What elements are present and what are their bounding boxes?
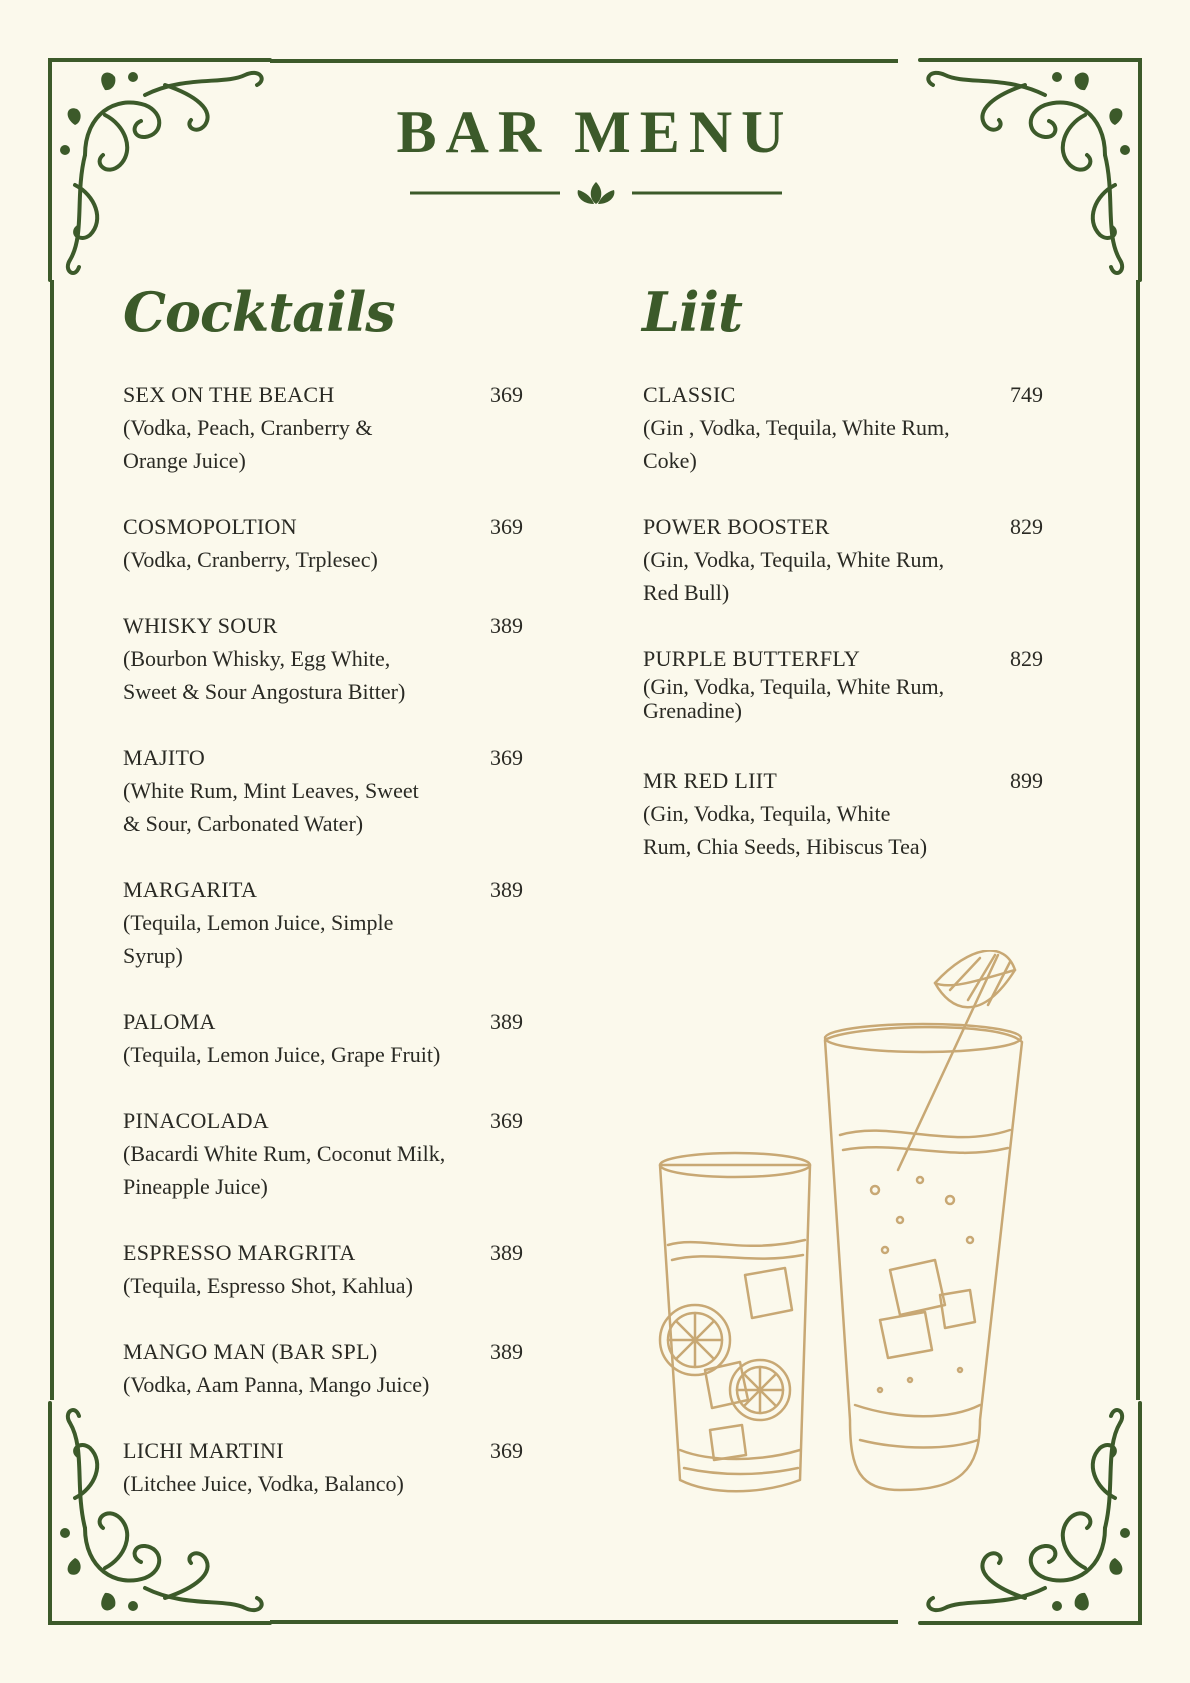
item-name: SEX ON THE BEACH xyxy=(123,382,335,407)
item-description: (Gin , Vodka, Tequila, White Rum, Coke) xyxy=(643,415,950,473)
page-title: BAR MENU xyxy=(396,99,794,165)
item-price: 369 xyxy=(490,514,523,539)
menu-item xyxy=(123,741,523,873)
menu-item xyxy=(643,764,1043,896)
section-heading-liit: Liit xyxy=(642,280,742,344)
item-description: (Vodka, Peach, Cranberry & Orange Juice) xyxy=(123,415,373,473)
menu-item xyxy=(123,510,523,609)
item-price: 389 xyxy=(490,877,523,902)
item-name: MANGO MAN (BAR SPL) xyxy=(123,1339,378,1364)
flourish-ornament-icon xyxy=(915,55,1145,285)
section-heading-cocktails: Cocktails xyxy=(123,280,395,344)
menu-item xyxy=(643,642,1043,764)
item-name: ESPRESSO MARGRITA xyxy=(123,1240,356,1265)
item-price: 369 xyxy=(490,745,523,770)
item-price: 369 xyxy=(490,382,523,407)
leaf-sprig-icon xyxy=(578,182,615,204)
item-price: 749 xyxy=(1010,382,1043,407)
liit-list xyxy=(643,378,1043,896)
menu-item xyxy=(123,1005,523,1104)
item-description: (Vodka, Aam Panna, Mango Juice) xyxy=(123,1372,430,1397)
item-price: 829 xyxy=(1010,514,1043,539)
item-description: (Gin, Vodka, Tequila, White Rum, Chia Seeds, Hibiscus Tea) xyxy=(643,801,928,859)
menu-item xyxy=(123,1434,523,1533)
menu-item xyxy=(123,378,523,510)
cocktails-list xyxy=(123,378,523,1533)
item-name: WHISKY SOUR xyxy=(123,613,278,638)
title-divider xyxy=(410,178,782,208)
menu-item xyxy=(123,1236,523,1335)
item-description: (Tequila, Espresso Shot, Kahlua) xyxy=(123,1273,413,1298)
cocktail-glasses-illustration xyxy=(650,950,1100,1510)
item-description: (Bourbon Whisky, Egg White, Sweet & Sour Angostura Bitter) xyxy=(123,646,406,704)
item-name: MAJITO xyxy=(123,745,206,770)
item-description: (Gin, Vodka, Tequila, White Rum, Grenadine) xyxy=(643,674,945,723)
item-price: 829 xyxy=(1010,646,1043,671)
item-name: PALOMA xyxy=(123,1009,216,1034)
item-price: 369 xyxy=(490,1108,523,1133)
item-description: (Gin, Vodka, Tequila, White Rum, Red Bull) xyxy=(643,547,945,605)
menu-item xyxy=(643,510,1043,642)
item-price: 899 xyxy=(1010,768,1043,793)
frame-right-line xyxy=(1136,280,1140,1400)
item-description: (Bacardi White Rum, Coconut Milk, Pineapple Juice) xyxy=(123,1141,446,1199)
menu-item xyxy=(123,609,523,741)
frame-left-line xyxy=(50,280,54,1400)
item-name: CLASSIC xyxy=(643,382,736,407)
frame-top-line xyxy=(270,59,898,63)
item-name: MR RED LIIT xyxy=(643,768,778,793)
item-name: PURPLE BUTTERFLY xyxy=(643,646,861,671)
item-price: 389 xyxy=(490,1339,523,1364)
item-price: 369 xyxy=(490,1438,523,1463)
item-description: (Tequila, Lemon Juice, Simple Syrup) xyxy=(123,910,394,968)
item-description: (White Rum, Mint Leaves, Sweet & Sour, Carbonated Water) xyxy=(123,778,419,836)
frame-bottom-line xyxy=(270,1620,898,1624)
item-name: COSMOPOLTION xyxy=(123,514,297,539)
item-name: LICHI MARTINI xyxy=(123,1438,284,1463)
item-price: 389 xyxy=(490,613,523,638)
item-name: POWER BOOSTER xyxy=(643,514,830,539)
item-description: (Litchee Juice, Vodka, Balanco) xyxy=(123,1471,404,1496)
item-description: (Tequila, Lemon Juice, Grape Fruit) xyxy=(123,1042,441,1067)
menu-item xyxy=(123,1104,523,1236)
item-name: PINACOLADA xyxy=(123,1108,269,1133)
menu-item xyxy=(123,873,523,1005)
flourish-ornament-icon xyxy=(45,55,275,285)
item-price: 389 xyxy=(490,1240,523,1265)
menu-item xyxy=(643,378,1043,510)
item-name: MARGARITA xyxy=(123,877,258,902)
item-description: (Vodka, Cranberry, Trplesec) xyxy=(123,547,378,572)
menu-item xyxy=(123,1335,523,1434)
item-price: 389 xyxy=(490,1009,523,1034)
